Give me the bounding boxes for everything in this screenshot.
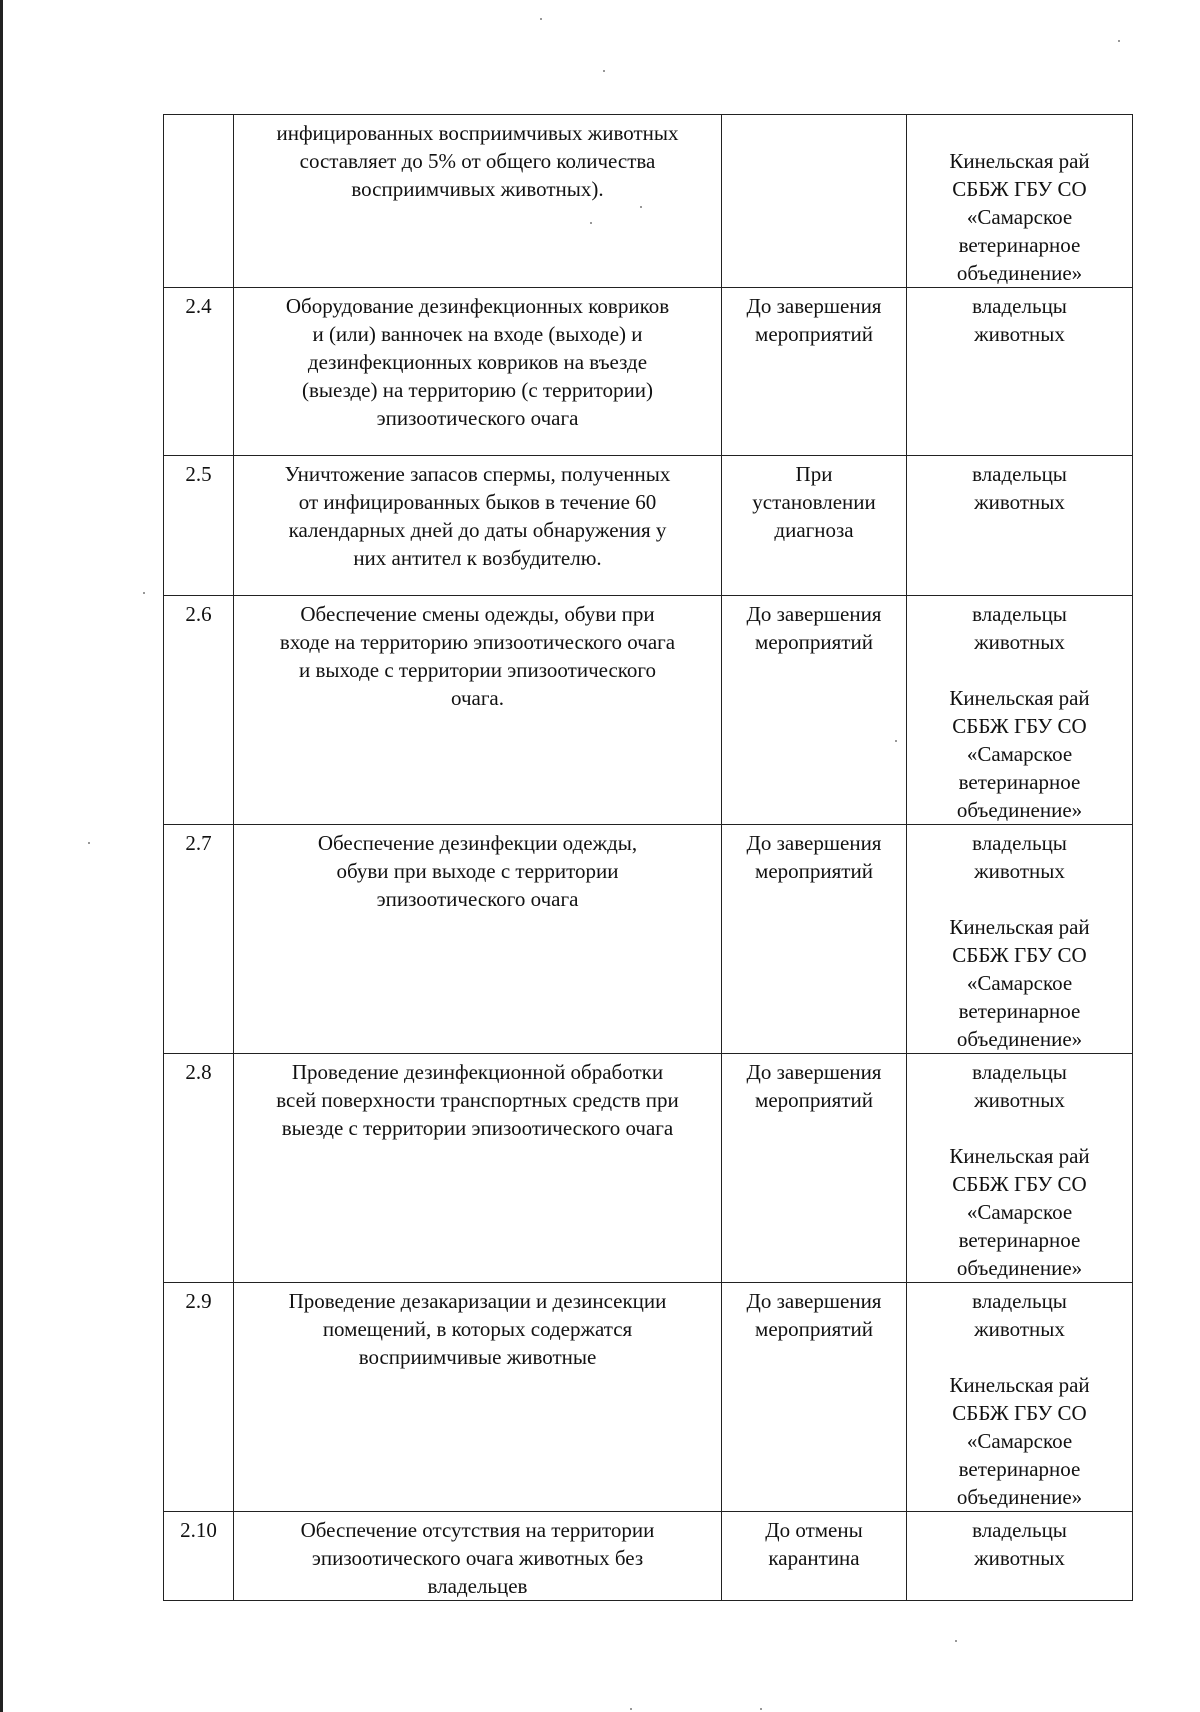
deadline-cell-line: мероприятий (755, 1317, 873, 1341)
responsible-cell-line: Кинельская рай (949, 149, 1090, 173)
responsible-cell-line: ветеринарное (958, 233, 1081, 257)
action-cell-line: эпизоотического очага (376, 887, 579, 911)
responsible-cell-line: владельцы (972, 1060, 1067, 1084)
deadline-cell-line: мероприятий (755, 322, 873, 346)
responsible-cell-line: Кинельская рай (949, 1373, 1090, 1397)
responsible-cell-line: владельцы (972, 462, 1067, 486)
responsible-cell-line: ветеринарное (958, 770, 1081, 794)
responsible-cell-line: Кинельская рай (949, 915, 1090, 939)
action-cell-line: Уничтожение запасов спермы, полученных (284, 462, 671, 486)
scan-speck (760, 1708, 762, 1710)
measures-table (163, 114, 1133, 1601)
responsible-cell-line (913, 885, 1126, 913)
action-cell-line: входе на территорию эпизоотического очага (279, 630, 676, 654)
action-cell-line: Оборудование дезинфекционных ковриков (285, 294, 670, 318)
scan-speck (88, 842, 90, 844)
action-cell-line: от инфицированных быков в течение 60 (298, 490, 657, 514)
deadline-cell (722, 288, 907, 456)
action-cell (234, 456, 722, 596)
deadline-cell-line: При (795, 462, 833, 486)
action-cell-line: выезде с территории эпизоотического очага (281, 1116, 674, 1140)
responsible-cell-line: ветеринарное (958, 1228, 1081, 1252)
responsible-cell-line: животных (974, 1317, 1065, 1341)
item-number-cell: 2.10 (164, 1512, 234, 1601)
responsible-cell (907, 1283, 1133, 1512)
action-cell-line: восприимчивые животные (358, 1345, 597, 1369)
action-cell (234, 596, 722, 825)
responsible-cell-line: «Самарское (966, 1200, 1073, 1224)
responsible-cell-line: объединение» (956, 798, 1083, 822)
action-cell-line: восприимчивых животных). (351, 177, 604, 201)
responsible-cell-line: ветеринарное (958, 999, 1081, 1023)
action-cell-line: эпизоотического очага (376, 406, 579, 430)
table-row (164, 1512, 1133, 1601)
responsible-cell-line: СББЖ ГБУ СО (952, 943, 1087, 967)
action-cell-line: Проведение дезинфекционной обработки (291, 1060, 664, 1084)
responsible-cell (907, 825, 1133, 1054)
responsible-cell-line (913, 1114, 1126, 1142)
responsible-cell-line: СББЖ ГБУ СО (952, 1401, 1087, 1425)
action-cell (234, 1512, 722, 1601)
action-cell-line: и (или) ванночек на входе (выходе) и (312, 322, 643, 346)
action-cell-line: эпизоотического очага животных без (311, 1546, 644, 1570)
action-cell-line: Обеспечение отсутствия на территории (300, 1518, 655, 1542)
deadline-cell (722, 456, 907, 596)
responsible-cell (907, 288, 1133, 456)
deadline-cell (722, 115, 907, 288)
table-row (164, 456, 1133, 596)
responsible-cell (907, 1054, 1133, 1283)
responsible-cell-line: владельцы (972, 831, 1067, 855)
deadline-cell (722, 1054, 907, 1283)
item-number-cell (164, 115, 234, 288)
item-number-cell: 2.5 (164, 456, 234, 596)
scan-speck (603, 70, 605, 72)
deadline-cell-line: До отмены (765, 1518, 863, 1542)
action-cell-line: и выходе с территории эпизоотического (298, 658, 657, 682)
responsible-cell-line: объединение» (956, 1256, 1083, 1280)
responsible-cell-line: объединение» (956, 261, 1083, 285)
table-row (164, 596, 1133, 825)
scan-left-edge (0, 0, 3, 1712)
responsible-cell-line (913, 656, 1126, 684)
scan-speck (143, 592, 145, 594)
responsible-cell (907, 115, 1133, 288)
responsible-cell-line (913, 119, 1126, 147)
action-cell-line: очага. (450, 686, 505, 710)
deadline-cell-line: До завершения (746, 1060, 882, 1084)
action-cell-line: инфицированных восприимчивых животных (276, 121, 679, 145)
responsible-cell-line: «Самарское (966, 205, 1073, 229)
action-cell-line: обуви при выходе с территории (336, 859, 619, 883)
responsible-cell-line: Кинельская рай (949, 686, 1090, 710)
deadline-cell-line: карантина (768, 1546, 860, 1570)
scan-speck (895, 740, 897, 742)
responsible-cell-line: животных (974, 1546, 1065, 1570)
item-number-cell: 2.7 (164, 825, 234, 1054)
responsible-cell-line: животных (974, 630, 1065, 654)
action-cell-line: всей поверхности транспортных средств при (276, 1088, 679, 1112)
scan-speck (1118, 40, 1120, 42)
item-number-cell: 2.6 (164, 596, 234, 825)
scan-speck (640, 206, 642, 208)
scan-speck (590, 222, 592, 224)
deadline-cell-line: мероприятий (755, 859, 873, 883)
deadline-cell-line: До завершения (746, 602, 882, 626)
action-cell-line: Обеспечение дезинфекции одежды, (317, 831, 638, 855)
scan-speck (630, 1708, 632, 1710)
responsible-cell-line: объединение» (956, 1027, 1083, 1051)
deadline-cell-line: мероприятий (755, 630, 873, 654)
action-cell-line: помещений, в которых содержатся (322, 1317, 633, 1341)
action-cell (234, 1054, 722, 1283)
action-cell (234, 1283, 722, 1512)
action-cell-line: Проведение дезакаризации и дезинсекции (288, 1289, 667, 1313)
responsible-cell-line: животных (974, 322, 1065, 346)
deadline-cell (722, 1512, 907, 1601)
responsible-cell (907, 1512, 1133, 1601)
responsible-cell (907, 456, 1133, 596)
measures-table-body (164, 115, 1133, 1601)
deadline-cell-line: диагноза (774, 518, 854, 542)
table-row (164, 1283, 1133, 1512)
action-cell-line: Обеспечение смены одежды, обуви при (300, 602, 655, 626)
responsible-cell-line: животных (974, 1088, 1065, 1112)
scan-speck (540, 18, 542, 20)
action-cell-line: календарных дней до даты обнаружения у (288, 518, 667, 542)
responsible-cell-line (913, 1343, 1126, 1371)
scan-speck (955, 1640, 957, 1642)
responsible-cell-line: объединение» (956, 1485, 1083, 1509)
responsible-cell-line: СББЖ ГБУ СО (952, 714, 1087, 738)
responsible-cell-line: СББЖ ГБУ СО (952, 1172, 1087, 1196)
action-cell (234, 288, 722, 456)
table-row (164, 825, 1133, 1054)
deadline-cell (722, 825, 907, 1054)
responsible-cell-line: ветеринарное (958, 1457, 1081, 1481)
deadline-cell-line: установлении (752, 490, 876, 514)
deadline-cell (722, 1283, 907, 1512)
table-row (164, 115, 1133, 288)
responsible-cell (907, 596, 1133, 825)
responsible-cell-line: «Самарское (966, 742, 1073, 766)
deadline-cell-line: До завершения (746, 1289, 882, 1313)
responsible-cell-line: владельцы (972, 294, 1067, 318)
responsible-cell-line: «Самарское (966, 1429, 1073, 1453)
responsible-cell-line: СББЖ ГБУ СО (952, 177, 1087, 201)
item-number-cell: 2.4 (164, 288, 234, 456)
table-row (164, 288, 1133, 456)
action-cell-line: (выезде) на территорию (с территории) (301, 378, 654, 402)
deadline-cell (722, 596, 907, 825)
responsible-cell-line: владельцы (972, 602, 1067, 626)
responsible-cell-line: животных (974, 490, 1065, 514)
responsible-cell-line: «Самарское (966, 971, 1073, 995)
action-cell-line: дезинфекционных ковриков на въезде (307, 350, 648, 374)
item-number-cell: 2.9 (164, 1283, 234, 1512)
action-cell-line: них антител к возбудителю. (353, 546, 602, 570)
responsible-cell-line: владельцы (972, 1518, 1067, 1542)
responsible-cell-line: владельцы (972, 1289, 1067, 1313)
deadline-cell-line: До завершения (746, 294, 882, 318)
action-cell (234, 825, 722, 1054)
responsible-cell-line: Кинельская рай (949, 1144, 1090, 1168)
responsible-cell-line: животных (974, 859, 1065, 883)
deadline-cell-line: До завершения (746, 831, 882, 855)
table-row (164, 1054, 1133, 1283)
action-cell (234, 115, 722, 288)
action-cell-line: составляет до 5% от общего количества (299, 149, 656, 173)
action-cell-line: владельцев (427, 1574, 528, 1598)
item-number-cell: 2.8 (164, 1054, 234, 1283)
deadline-cell-line: мероприятий (755, 1088, 873, 1112)
